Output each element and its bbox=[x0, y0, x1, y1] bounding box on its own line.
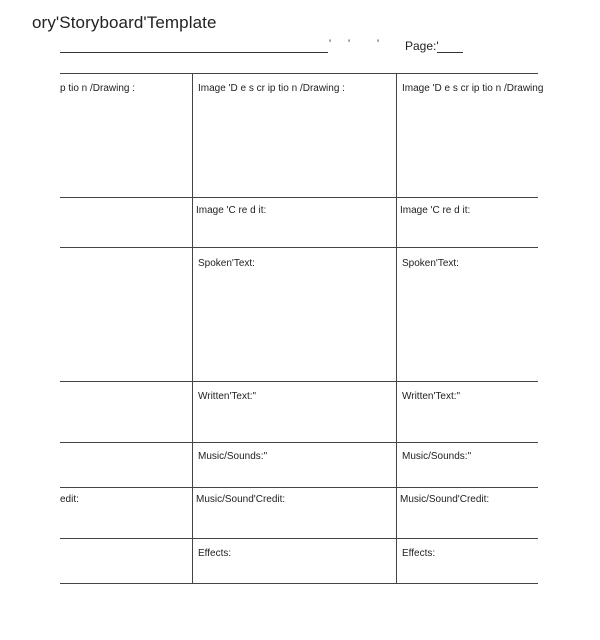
tick-mark-2: ' bbox=[348, 38, 351, 50]
name-blank-line bbox=[60, 52, 328, 53]
grid-line-row-1 bbox=[60, 197, 538, 198]
grid-column-divider-2 bbox=[396, 73, 397, 584]
tick-mark-3: ' bbox=[377, 38, 380, 50]
col3-music-sounds-label: Music/Sounds:" bbox=[402, 451, 472, 462]
grid-line-row-2 bbox=[60, 247, 538, 248]
col1-credit-label: edit: bbox=[60, 494, 79, 505]
col2-music-sound-credit-label: Music/Sound'Credit: bbox=[196, 494, 286, 505]
page-title: ory'Storyboard'Template bbox=[32, 13, 217, 32]
col2-description-label: Image 'D e s cr ip tio n /Drawing : bbox=[198, 83, 345, 94]
col3-spoken-text-label: Spoken'Text: bbox=[402, 258, 459, 269]
col3-effects-label: Effects: bbox=[402, 548, 436, 559]
col3-description-label: Image 'D e s cr ip tio n /Drawing bbox=[402, 83, 544, 94]
grid-line-row-6 bbox=[60, 538, 538, 539]
col1-description-label: p tio n /Drawing : bbox=[60, 83, 136, 94]
grid-line-top bbox=[60, 73, 538, 74]
page-number-label: Page:' bbox=[405, 39, 439, 53]
grid-line-row-4 bbox=[60, 442, 538, 443]
col2-image-credit-label: Image 'C re d it: bbox=[196, 205, 267, 216]
title-container bbox=[32, 0, 460, 40]
grid-line-row-5 bbox=[60, 487, 538, 488]
col2-spoken-text-label: Spoken'Text: bbox=[198, 258, 255, 269]
page-number-blank bbox=[437, 52, 463, 53]
col3-written-text-label: Written'Text:" bbox=[402, 391, 461, 402]
col2-written-text-label: Written'Text:" bbox=[198, 391, 257, 402]
tick-mark-1: ' bbox=[329, 38, 332, 50]
col3-music-sound-credit-label: Music/Sound'Credit: bbox=[400, 494, 490, 505]
col2-music-sounds-label: Music/Sounds:" bbox=[198, 451, 268, 462]
grid-line-row-3 bbox=[60, 381, 538, 382]
col3-image-credit-label: Image 'C re d it: bbox=[400, 205, 471, 216]
col2-effects-label: Effects: bbox=[198, 548, 232, 559]
grid-column-divider-1 bbox=[192, 73, 193, 584]
grid-line-bottom bbox=[60, 583, 538, 584]
